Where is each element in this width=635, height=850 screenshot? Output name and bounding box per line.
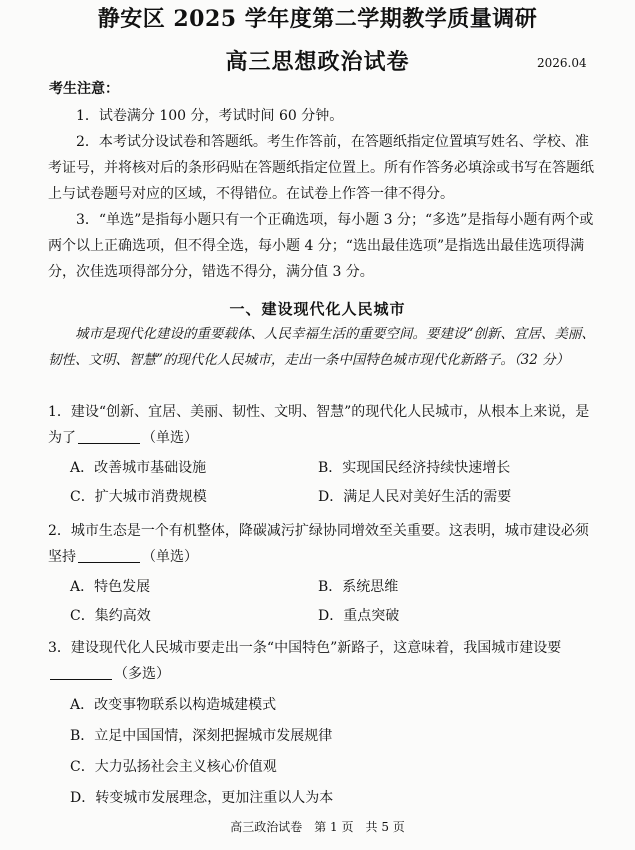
question-3-option-d: D．转变城市发展理念，更加注重以人为本: [70, 790, 334, 806]
notice-item-1: 1．试卷满分 100 分，考试时间 60 分钟。: [76, 108, 344, 124]
section-title: 一、建设现代化人民城市: [229, 300, 406, 318]
question-2-text: 2．城市生态是一个有机整体，降碳减污扩绿协同增效至关重要。这表明，城市建设必须坚持: [48, 523, 589, 565]
question-1-option-c: C．扩大城市消费规模: [70, 489, 207, 505]
question-1-option-b: B．实现国民经济持续快速增长: [318, 460, 511, 476]
exam-title: 静安区 2025 学年度第二学期教学质量调研: [97, 6, 538, 32]
question-3-option-c: C．大力弘扬社会主义核心价值观: [70, 759, 277, 775]
question-2-blank: [78, 548, 140, 563]
question-1-text: 1．建设“创新、宜居、美丽、韧性、文明、智慧”的现代化人民城市，从根本上来说，是为了: [48, 404, 590, 446]
question-3-type: （多选）: [114, 666, 170, 682]
question-2-option-b: B．系统思维: [318, 579, 399, 595]
question-1-type: （单选）: [142, 430, 198, 446]
question-1-option-d: D．满足人民对美好生活的需要: [318, 489, 512, 505]
notice-item-2: 2．本考试分设试卷和答题纸。考生作答前，在答题纸指定位置填写姓名、学校、准考证号，并将核对后的条形码贴在答题纸指定位置上。所有作答务必填涂或书写在答题纸上与试卷题号对应的区域，不得错位。在试卷上作答一律不得分。: [48, 134, 594, 202]
notice-item-3: 3．“单选”是指每小题只有一个正确选项，每小题 3 分；“多选”是指每小题有两个或两个以上正确选项，但不得全选，每小题 4 分；“选出最佳选项”是指选出最佳选项得满分，次佳选项得部分分，错选不得分，满分值 3 分。: [48, 212, 594, 280]
exam-subtitle: 高三思想政治试卷: [225, 49, 410, 75]
question-2-option-c: C．集约高效: [70, 608, 151, 624]
question-2-stem: [48, 518, 598, 570]
question-2-type: （单选）: [142, 549, 198, 565]
question-3-blank: [50, 665, 112, 680]
exam-date: 2026.04: [537, 56, 587, 70]
question-1-stem: [48, 399, 598, 451]
question-2-option-d: D．重点突破: [318, 608, 400, 624]
question-1-blank: [78, 429, 140, 444]
section-intro: 城市是现代化建设的重要载体、人民幸福生活的重要空间。要建设“创新、宜居、美丽、韧性、文明、智慧”的现代化人民城市，走出一条中国特色城市现代化新路子。（32 分）: [48, 326, 595, 368]
question-3-stem: [48, 635, 598, 687]
question-2-option-a: A．特色发展: [70, 579, 151, 595]
question-3-option-a: A．改变事物联系以构造城建模式: [70, 697, 277, 713]
question-3-text: 3．建设现代化人民城市要走出一条“中国特色”新路子，这意味着，我国城市建设要: [48, 640, 562, 656]
page-footer: 高三政治试卷 第 1 页 共 5 页: [230, 820, 405, 834]
question-1-option-a: A．改善城市基础设施: [70, 460, 207, 476]
notice-title: 考生注意：: [49, 81, 119, 97]
question-3-option-b: B．立足中国国情，深刻把握城市发展规律: [70, 728, 333, 744]
